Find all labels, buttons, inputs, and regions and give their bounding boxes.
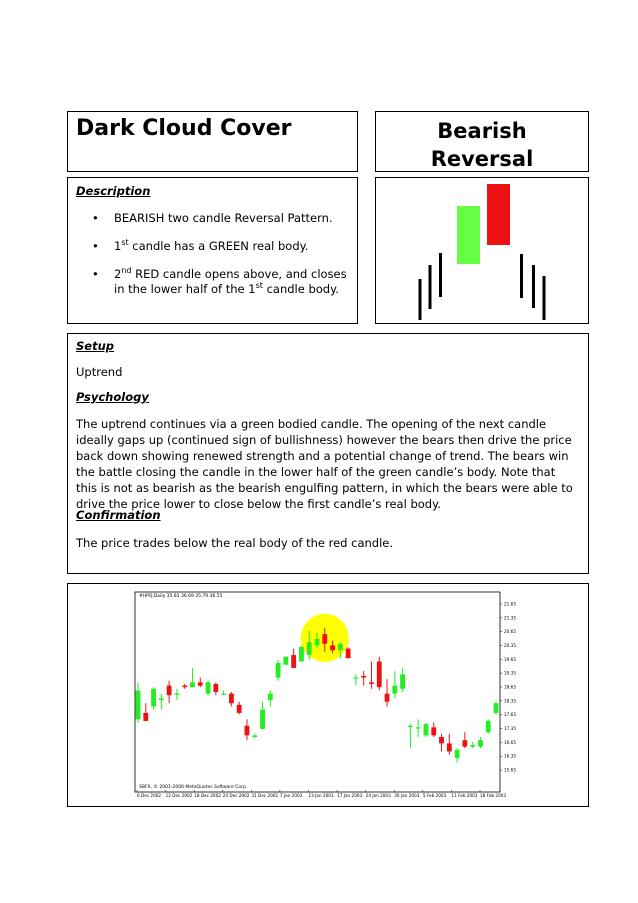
candlestick bbox=[151, 687, 156, 709]
candle-body bbox=[151, 689, 156, 707]
candle-body bbox=[245, 726, 250, 736]
candle-body bbox=[229, 694, 234, 704]
title-box bbox=[67, 111, 358, 172]
ordinal-number: 1 bbox=[114, 239, 122, 253]
pattern-bar bbox=[439, 253, 442, 297]
candle-body bbox=[330, 645, 335, 650]
description-list bbox=[82, 211, 351, 310]
pattern-illustration bbox=[376, 178, 588, 323]
y-tick-label: 20.65 bbox=[504, 629, 516, 635]
pattern-bar bbox=[543, 276, 546, 320]
y-tick-label: 17.65 bbox=[504, 712, 516, 718]
green-candle-body bbox=[457, 206, 480, 264]
candle-body bbox=[322, 634, 327, 644]
candle-body bbox=[385, 694, 390, 702]
bullet-icon: • bbox=[92, 211, 99, 225]
x-tick-label: 17 Jan 2003 bbox=[337, 793, 363, 798]
bullet-text: candle has a GREEN real body. bbox=[128, 239, 309, 253]
y-tick-label: 18.35 bbox=[504, 698, 516, 704]
setup-text: Uptrend bbox=[76, 365, 123, 379]
price-chart-box bbox=[67, 583, 589, 807]
pattern-bar bbox=[429, 265, 432, 309]
chart-title: #HPQ,Daily 35.83 36.69 35.79 36.55 bbox=[139, 594, 223, 599]
candle-body bbox=[377, 661, 382, 687]
candle-body bbox=[182, 686, 187, 688]
candle-body bbox=[283, 657, 288, 665]
y-axis-ticks bbox=[500, 602, 516, 773]
candle-body bbox=[268, 694, 273, 700]
candle-body bbox=[462, 740, 467, 746]
pattern-bar bbox=[419, 279, 422, 320]
candle-body bbox=[260, 710, 265, 729]
y-tick-label: 21.35 bbox=[504, 615, 516, 621]
ordinal-suffix: st bbox=[121, 238, 129, 248]
candle-body bbox=[447, 743, 452, 751]
candlestick bbox=[494, 702, 499, 715]
bullet-text: candle body. bbox=[262, 282, 339, 296]
candle-body bbox=[190, 682, 195, 687]
ordinal-suffix: nd bbox=[121, 266, 132, 276]
x-tick-label: 5 Feb 2003 bbox=[422, 793, 447, 798]
y-tick-label: 16.65 bbox=[504, 739, 516, 745]
candle-body bbox=[143, 713, 148, 721]
y-tick-label: 19.35 bbox=[504, 670, 516, 676]
x-tick-label: 7 Jan 2003 bbox=[279, 793, 303, 798]
ordinal-number: 1 bbox=[248, 282, 256, 296]
pattern-type-box bbox=[375, 111, 589, 172]
candle-body bbox=[392, 686, 397, 694]
candlestick bbox=[486, 719, 491, 733]
candle-body bbox=[416, 727, 421, 728]
candle-body bbox=[346, 649, 351, 659]
candle-body bbox=[159, 698, 164, 700]
x-tick-label: 12 Dec 2002 bbox=[165, 793, 193, 798]
list-item bbox=[82, 239, 351, 254]
x-tick-label: 18 Dec 2002 bbox=[194, 793, 221, 798]
y-tick-label: 19.65 bbox=[504, 656, 516, 662]
x-tick-label: 30 Jan 2003 bbox=[394, 793, 420, 798]
candlestick bbox=[377, 657, 382, 691]
candle-body bbox=[455, 750, 460, 758]
candle-body bbox=[221, 694, 226, 695]
candle-body bbox=[299, 647, 304, 661]
candle-body bbox=[198, 682, 203, 685]
price-chart bbox=[68, 584, 588, 806]
y-tick-label: 20.35 bbox=[504, 643, 516, 648]
y-tick-label: 17.35 bbox=[504, 726, 516, 731]
candle-body bbox=[470, 745, 475, 747]
x-tick-label: 6 Dec 2002 bbox=[137, 793, 162, 798]
candle-body bbox=[206, 682, 211, 693]
candle-body bbox=[167, 686, 172, 696]
candlestick bbox=[424, 723, 429, 737]
candle-body bbox=[400, 674, 405, 688]
candlestick bbox=[206, 681, 211, 695]
setup-box bbox=[67, 333, 589, 574]
candle-body bbox=[276, 663, 281, 677]
candle-body bbox=[494, 703, 499, 713]
x-tick-label: 31 Dec 2002 bbox=[251, 793, 279, 798]
candle-body bbox=[369, 682, 374, 684]
list-item bbox=[82, 267, 351, 297]
x-tick-label: 13 Jan 2003 bbox=[308, 793, 334, 798]
description-heading: Description bbox=[76, 184, 151, 198]
candle-body bbox=[408, 726, 413, 727]
page-title: Dark Cloud Cover bbox=[76, 116, 292, 141]
y-tick-label: 18.65 bbox=[504, 684, 516, 690]
pattern-type-line1: Bearish bbox=[437, 119, 527, 143]
ordinal-suffix: st bbox=[255, 281, 263, 291]
candle-body bbox=[486, 721, 491, 732]
description-box bbox=[67, 177, 358, 324]
chart-copyright: SBFX, © 2001-2006 MetaQuotes Software Corp. bbox=[139, 785, 248, 790]
pattern-type-label bbox=[376, 117, 588, 173]
pattern-illustration-box bbox=[375, 177, 589, 324]
confirmation-text: The price trades below the real body of the red candle. bbox=[76, 536, 394, 550]
psychology-heading: Psychology bbox=[76, 390, 149, 404]
bullet-icon: • bbox=[92, 239, 99, 253]
setup-heading: Setup bbox=[76, 339, 114, 353]
pattern-bar bbox=[520, 254, 523, 298]
candle-body bbox=[136, 690, 141, 719]
red-candle-body bbox=[487, 184, 510, 245]
candle-body bbox=[315, 639, 320, 645]
x-tick-label: 24 Dec 2002 bbox=[222, 793, 250, 798]
candle-body bbox=[252, 735, 257, 737]
pattern-type-line2: Reversal bbox=[430, 147, 534, 171]
y-tick-label: 15.65 bbox=[504, 767, 516, 773]
list-item bbox=[82, 211, 351, 226]
bullet-icon: • bbox=[92, 267, 99, 281]
x-tick-label: 18 Feb 2003 bbox=[480, 793, 507, 798]
candlestick bbox=[283, 657, 288, 665]
candle-body bbox=[213, 684, 218, 692]
bullet-text: RED candle opens above, and closes in the lower half of the bbox=[114, 267, 347, 296]
y-tick-label: 16.35 bbox=[504, 753, 516, 759]
candle-body bbox=[175, 694, 180, 695]
candle-body bbox=[354, 678, 359, 679]
pattern-bar bbox=[532, 265, 535, 308]
candle-body bbox=[478, 740, 483, 746]
candle-body bbox=[431, 727, 436, 735]
x-tick-label: 24 Jan 2003 bbox=[365, 793, 391, 798]
candlestick bbox=[299, 645, 304, 661]
candle-body bbox=[361, 676, 366, 678]
candle-body bbox=[424, 724, 429, 735]
confirmation-heading: Confirmation bbox=[76, 508, 161, 522]
candle-body bbox=[237, 705, 242, 713]
bullet-text: BEARISH two candle Reversal Pattern. bbox=[114, 211, 333, 225]
x-tick-label: 11 Feb 2003 bbox=[451, 793, 478, 798]
candle-body bbox=[439, 737, 444, 743]
candle-body bbox=[338, 644, 343, 650]
ordinal-number: 2 bbox=[114, 267, 122, 281]
psychology-text: The uptrend continues via a green bodied candle. The opening of the next candle ideally gaps up (continued sign of bullishness) however the bears then drive the price back down showing renewed strength and a potential change of trend. The bears win the battle closing the candle in the lower half of the green candle’s body. Note that this is not as bearish as the bearish engulfing pattern, in which the bears were able to drive the price lower to close below the first candle’s real body. bbox=[76, 417, 573, 511]
y-tick-label: 21.65 bbox=[504, 601, 516, 607]
candle-body bbox=[291, 655, 296, 668]
candle-body bbox=[307, 642, 312, 655]
candlestick bbox=[346, 647, 351, 658]
